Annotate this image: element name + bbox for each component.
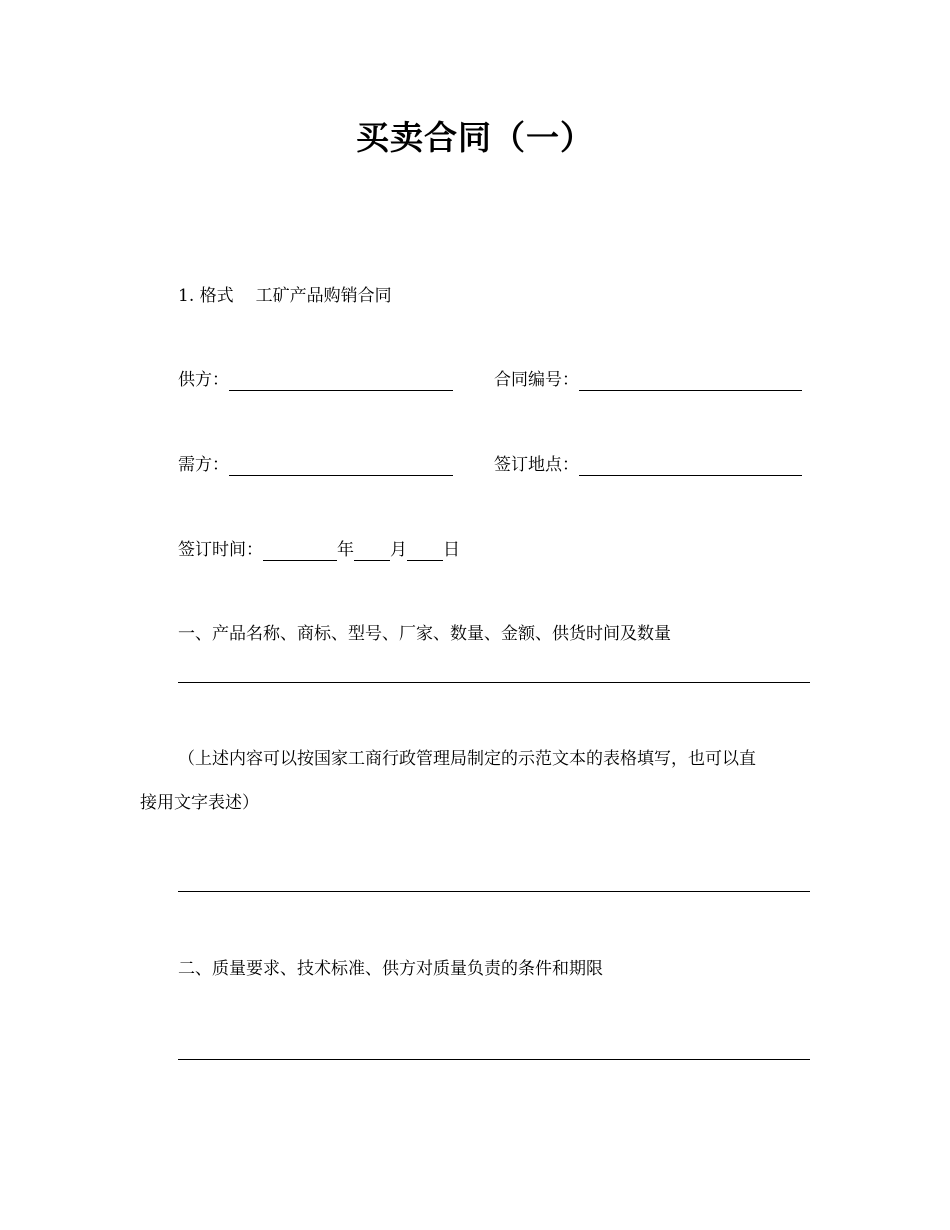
month-blank[interactable]	[354, 542, 390, 561]
contract-no-blank[interactable]	[579, 372, 802, 391]
format-name: 工矿产品购销合同	[255, 286, 392, 306]
section1-heading: 一、产品名称、商标、型号、厂家、数量、金额、供货时间及数量	[178, 624, 671, 644]
document-title: 买卖合同（一）	[356, 118, 594, 157]
buyer-row	[178, 454, 453, 476]
day-blank[interactable]	[407, 542, 443, 561]
month-label: 月	[390, 540, 407, 560]
year-label: 年	[337, 540, 354, 560]
sign-place-label: 签订地点：	[494, 455, 579, 475]
note-line-2: 接用文字表述）	[140, 793, 259, 813]
sign-time-row	[178, 539, 460, 561]
year-blank[interactable]	[263, 542, 337, 561]
note-line-1: （上述内容可以按国家工商行政管理局制定的示范文本的表格填写，也可以直	[178, 749, 756, 769]
supplier-row	[178, 369, 453, 391]
format-line	[178, 285, 392, 307]
supplier-label: 供方：	[178, 370, 229, 390]
section2-fill-line[interactable]	[178, 1059, 810, 1060]
buyer-blank[interactable]	[229, 457, 453, 476]
format-prefix: 1. 格式	[178, 286, 234, 306]
contract-no-label: 合同编号：	[494, 370, 579, 390]
sign-time-label: 签订时间：	[178, 540, 263, 560]
section2-heading: 二、质量要求、技术标准、供方对质量负责的条件和期限	[178, 959, 603, 979]
contract-no-row	[494, 369, 802, 391]
section1-fill-line[interactable]	[178, 682, 810, 683]
note-fill-line[interactable]	[178, 891, 810, 892]
buyer-label: 需方：	[178, 455, 229, 475]
sign-place-blank[interactable]	[579, 457, 802, 476]
day-label: 日	[443, 540, 460, 560]
supplier-blank[interactable]	[229, 372, 453, 391]
sign-place-row	[494, 454, 802, 476]
